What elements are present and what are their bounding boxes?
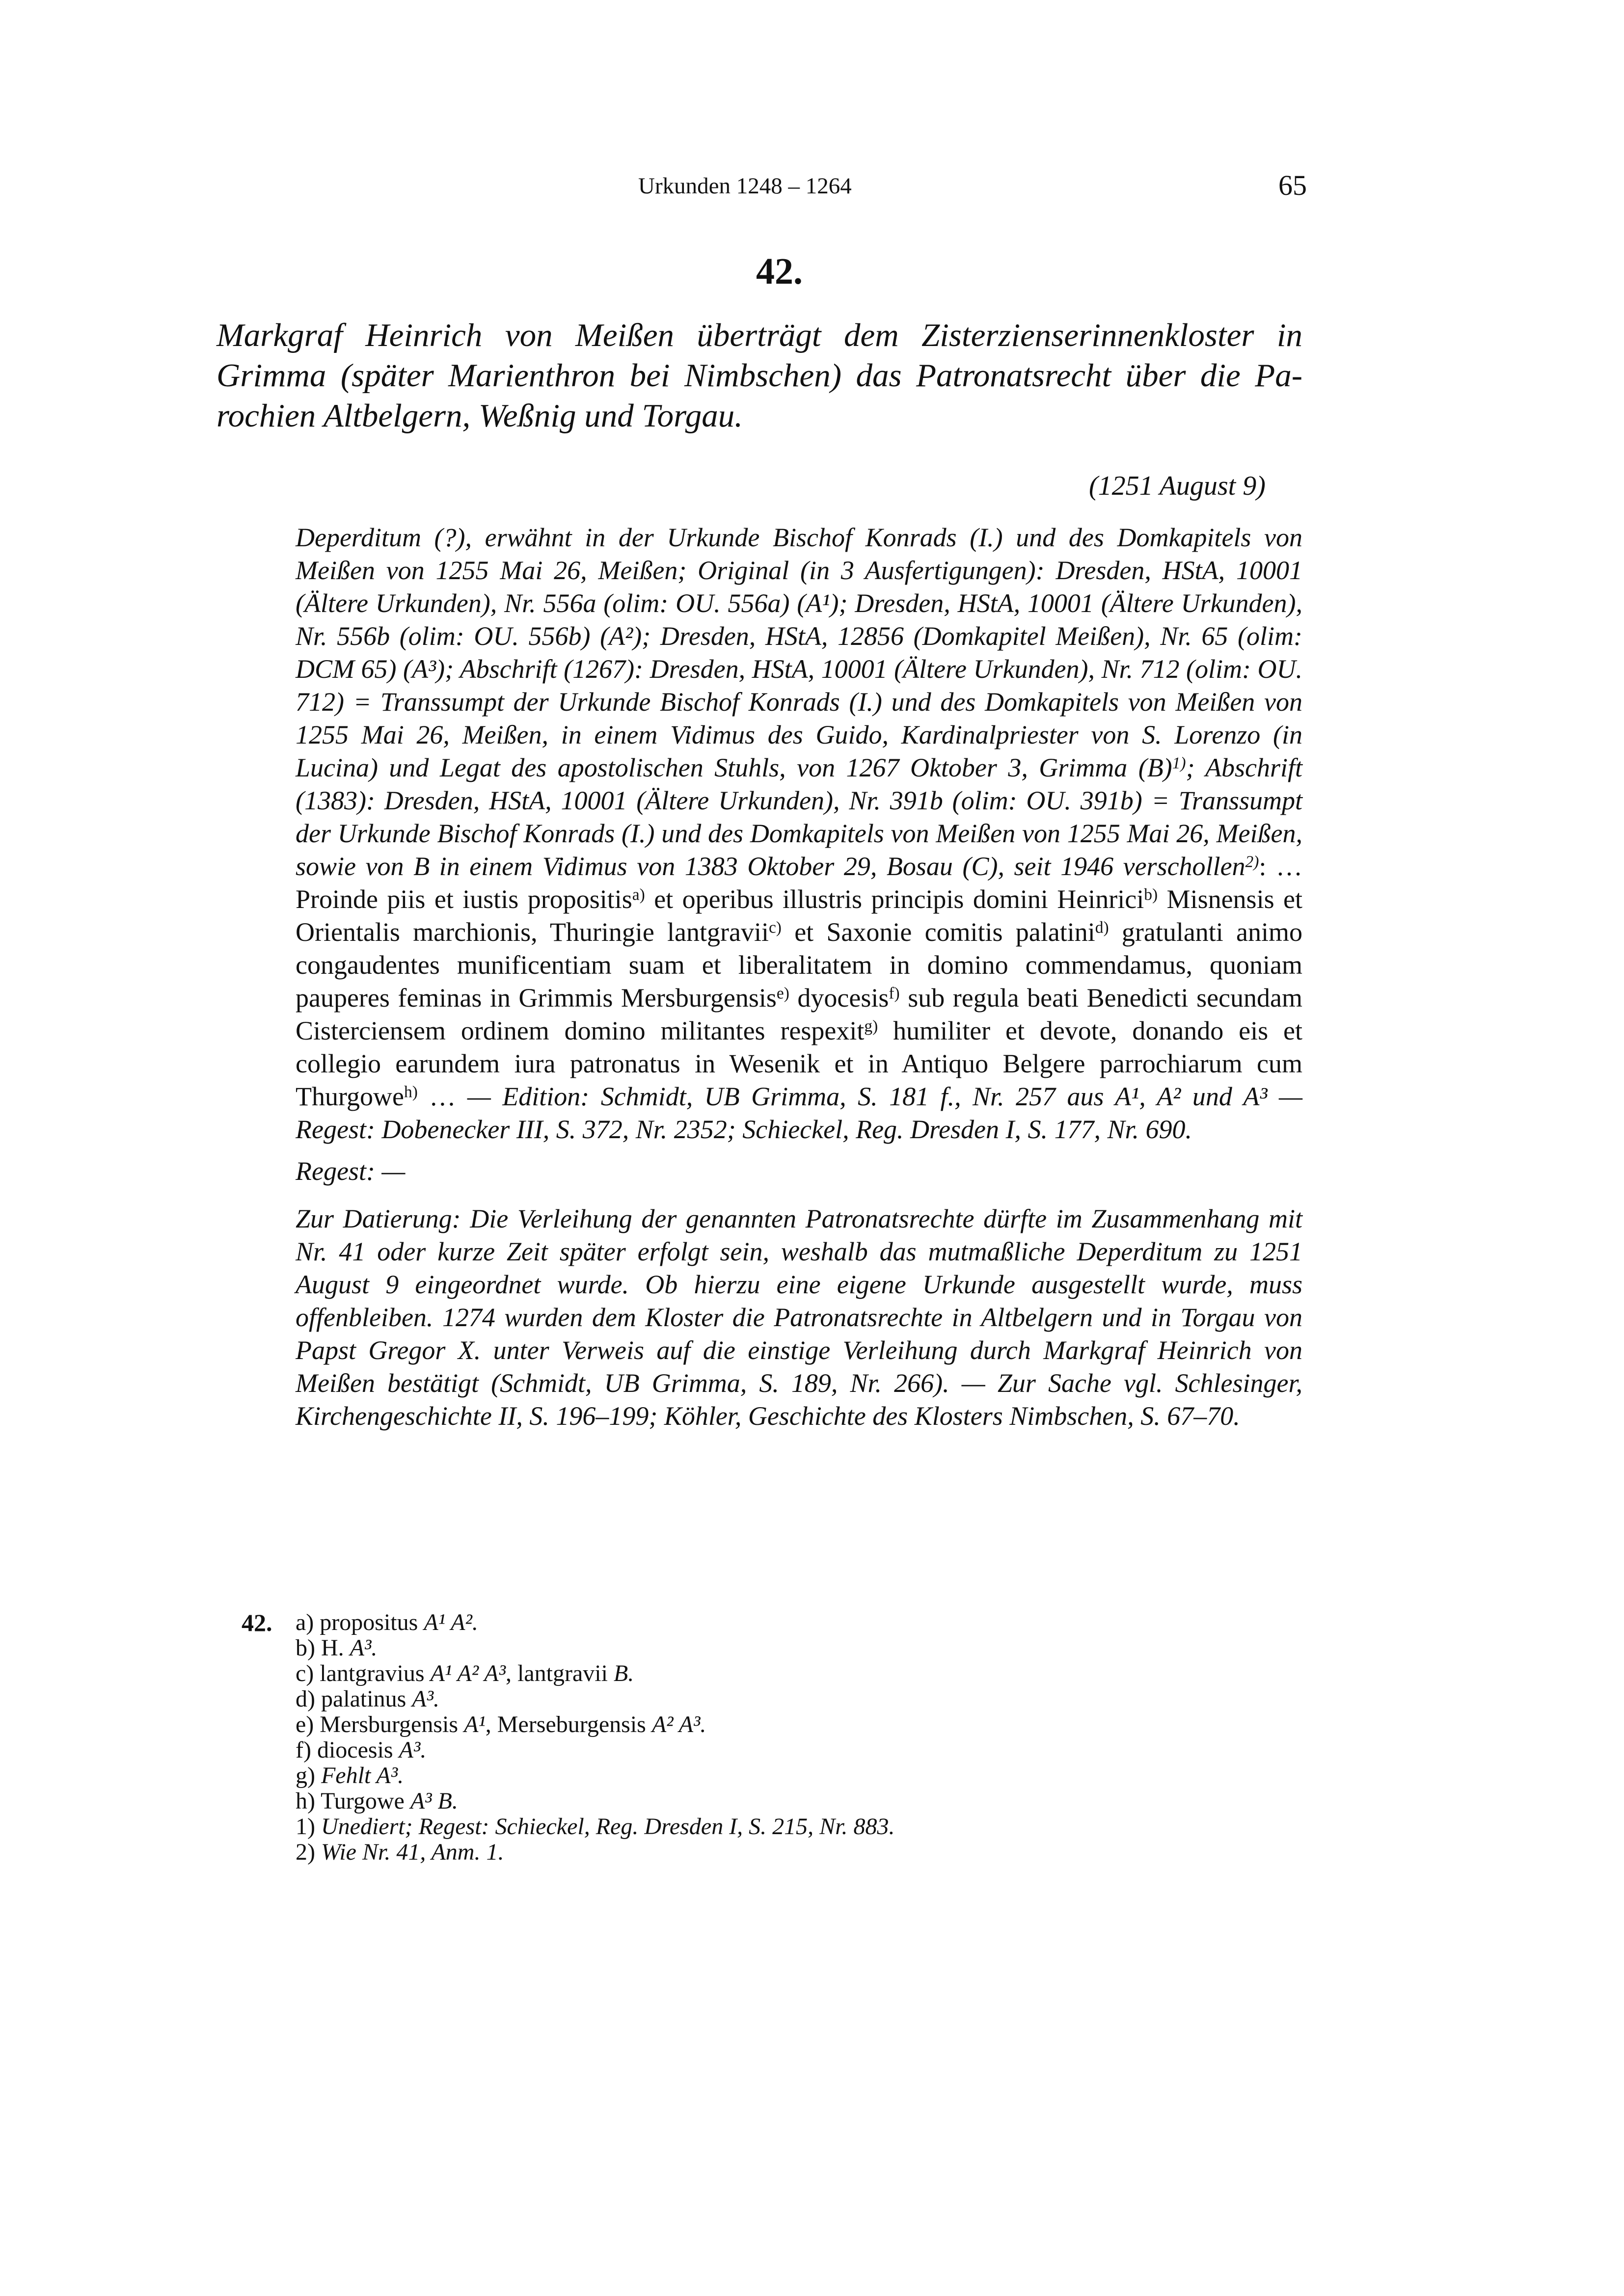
latin-text-5: gratulanti animo congaudentes munificentiam suam et liberalitatem in domino commendamus, quoniam pauperes feminas in Grimmis Mersburgensis [296,917,1302,1013]
note-item: 2) Wie Nr. 41, Anm. 1. [296,1839,504,1865]
note-marker-f: f) [889,984,900,1003]
latin-text-1: : … Proinde piis et iustis propositis [296,852,1302,914]
note-item: 1) Unediert; Regest: Schieckel, Reg. Dresden I, S. 215, Nr. 883. [296,1814,895,1840]
tradition-paragraph [296,521,1302,1146]
note-item: a) propositus A¹ A². [296,1609,478,1635]
note-item: g) Fehlt A³. [296,1762,404,1789]
note-item: b) H. A³. [296,1635,378,1661]
note-item: c) lantgravius A¹ A² A³, lantgravii B. [296,1660,634,1686]
apparatus-notes [242,1610,895,1865]
latin-text-7: sub regula beati Benedicti secundam Cisterciensem ordinem domino militantes respexit [296,983,1302,1045]
note-marker-d: d) [1095,918,1109,937]
note-item: h) Turgowe A³ B. [296,1788,458,1814]
note-marker-h: h) [404,1083,418,1101]
regest-title: Markgraf Heinrich von Meißen überträgt dem Zisterzienserinnenkloster in Grimma (später Marienthron bei Nimbschen) das Patronatsrecht über die Parochien Altbelgern, Weßnig und Torgau. [217,317,1302,434]
document-date: (1251 August 9) [1089,471,1266,501]
latin-text-6: dyocesis [789,983,889,1013]
commentary-body [296,521,1302,1433]
latin-text-2: et operibus illustris principis domini Heinrici [645,884,1144,914]
note-marker-g: g) [864,1017,878,1036]
latin-text-3: Misnensis et Orientalis marchionis, Thuringie lantgravii [296,884,1302,947]
running-head: Urkunden 1248 – 1264 [638,173,852,199]
note-marker-e: e) [776,984,789,1003]
latin-text-4: et Saxonie comitis palatini [781,917,1095,947]
note-marker-c: c) [768,918,782,937]
page-number: 65 [1278,169,1307,201]
footnote-marker-2: 2) [1245,853,1259,871]
latin-text-9: … [417,1082,467,1111]
latin-text-8: humiliter et devote, donando eis et collegio earundem iura patronatus in Wesenik et in Antiquo Belgere parrochiarum cum Thurgowe [296,1016,1302,1111]
notes-document-number: 42. [242,1609,272,1636]
note-marker-a: a) [632,885,645,904]
note-item: e) Mersburgensis A¹, Merseburgensis A² A³. [296,1711,706,1737]
regest-line: Regest: — [296,1156,406,1186]
tradition-text: Deperditum (?), erwähnt in der Urkunde Bischof Konrads (I.) und des Domkapitels von Meißen von 1255 Mai 26, Meißen; Original (in 3 Ausfertigungen): Dresden, HStA, 10001 (Ältere Urkunden), Nr. 556a (olim: OU. 556a) (A¹); Dresden, HStA, 10001 (Ältere Urkunden), Nr. 556b (olim: OU. 556b) (A²); Dresden, HStA, 12856 (Domkapitel Meißen), Nr. 65 (olim: DCM 65) (A³); Abschrift (1267): Dresden, HStA, 10001 (Ältere Urkunden), Nr. 712 (olim: OU. 712) = Transsumpt der Urkunde Bischof Konrads (I.) und des Domkapitels von Meißen von 1255 Mai 26, Meißen, in einem Vidimus des Guido, Kardinalpriester von S. Lorenzo (in Lucina) und Legat des apostolischen Stuhls, von 1267 Oktober 3, Grimma (B) [296,523,1302,782]
note-item: d) palatinus A³. [296,1686,439,1712]
dating-paragraph: Zur Datierung: Die Verleihung der genannten Patronatsrechte dürfte im Zusammenhang mit Nr. 41 oder kurze Zeit später erfolgt sein, weshalb das mutmaßliche Deperditum zu 1251 August 9 eingeordnet wurde. Ob hierzu eine eigene Urkunde ausgestellt wurde, muss offenbleiben. 1274 wurden dem Kloster die Patronatsrechte in Altbelgern und in Torgau von Papst Gregor X. unter Verweis auf die einstige Verleihung durch Markgraf Heinrich von Meißen bestätigt (Schmidt, UB Grimma, S. 189, Nr. 266). — Zur Sache vgl. Schlesinger, Kirchengeschichte II, S. 196–199; Köhler, Geschichte des Klosters Nimbschen, S. 67–70. [296,1204,1302,1431]
edition-text: — Edition: Schmidt, UB Grimma, S. 181 f., Nr. 257 aus A¹, A² und A³ — Regest: Dobenecker III, S. 372, Nr. 2352; Schieckel, Reg. Dresden I, S. 177, Nr. 690. [296,1082,1303,1144]
note-marker-b: b) [1144,885,1158,904]
footnote-marker-1: 1) [1172,754,1186,773]
tradition-continuation: ; Abschrift (1383): Dresden, HStA, 10001 (Ältere Urkunden), Nr. 391b (olim: OU. 391b) = Transsumpt der Urkunde Bischof Konrads (I.) und des Domkapitels von Meißen von 1255 Mai 26, Meißen, sowie von B in einem Vidimus von 1383 Oktober 29, Bosau (C), seit 1946 verschollen [296,753,1302,881]
document-number: 42. [756,251,803,292]
note-item: f) diocesis A³. [296,1737,427,1763]
